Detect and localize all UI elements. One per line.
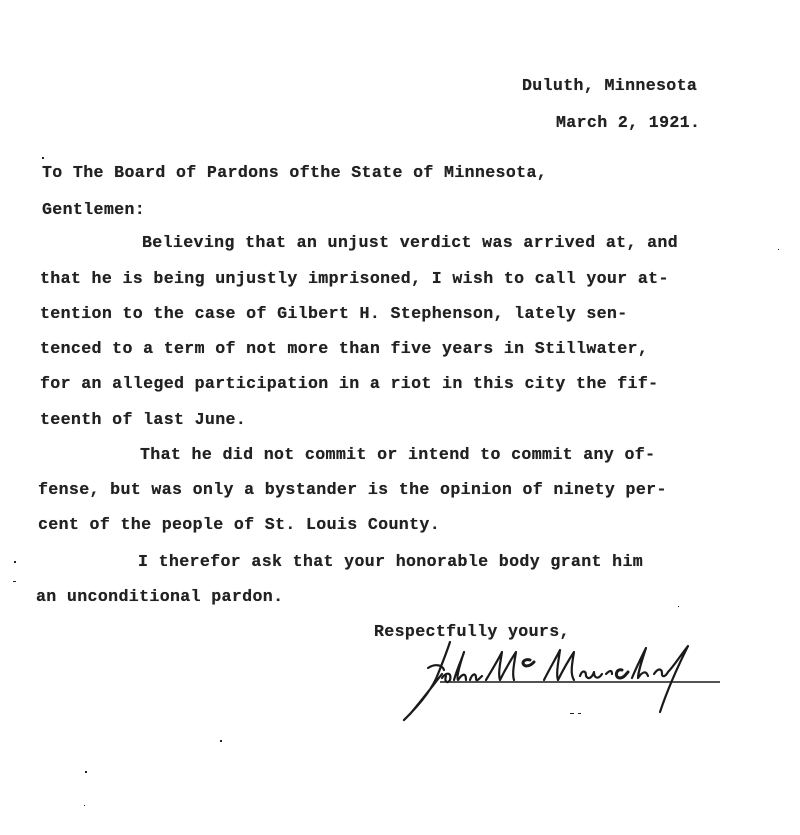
body-line: that he is being unjustly imprisoned, I wish to call your at- <box>40 269 669 288</box>
body-line: tention to the case of Gilbert H. Stephenson, lately sen- <box>40 304 628 323</box>
scan-speck <box>570 713 574 714</box>
letter-closing: Respectfully yours, <box>374 622 570 641</box>
letter-place: Duluth, Minnesota <box>522 76 698 95</box>
handwritten-signature <box>398 640 728 730</box>
scan-speck <box>220 740 222 742</box>
body-line: teenth of last June. <box>40 410 247 429</box>
body-line: cent of the people of St. Louis County. <box>38 515 441 534</box>
scan-speck <box>778 249 779 250</box>
body-line: I therefor ask that your honorable body grant him <box>138 552 644 571</box>
body-line: for an alleged participation in a riot in this city the fif- <box>40 374 659 393</box>
scan-speck <box>14 561 16 563</box>
letter-salutation: Gentlemen: <box>42 200 146 219</box>
scan-speck <box>13 581 16 582</box>
scan-speck <box>42 157 44 159</box>
letter-date: March 2, 1921. <box>556 113 701 132</box>
body-line: tenced to a term of not more than five years in Stillwater, <box>40 339 649 358</box>
scan-speck <box>678 606 679 607</box>
letter-addressee: To The Board of Pardons ofthe State of Minnesota, <box>42 163 548 182</box>
body-line: Believing that an unjust verdict was arrived at, and <box>142 233 679 252</box>
body-line: fense, but was only a bystander is the opinion of ninety per- <box>38 480 667 499</box>
body-line: an unconditional pardon. <box>36 587 284 606</box>
scan-speck <box>84 805 85 806</box>
body-line: That he did not commit or intend to commit any of- <box>140 445 656 464</box>
scan-speck <box>578 713 581 714</box>
scan-speck <box>85 771 87 773</box>
